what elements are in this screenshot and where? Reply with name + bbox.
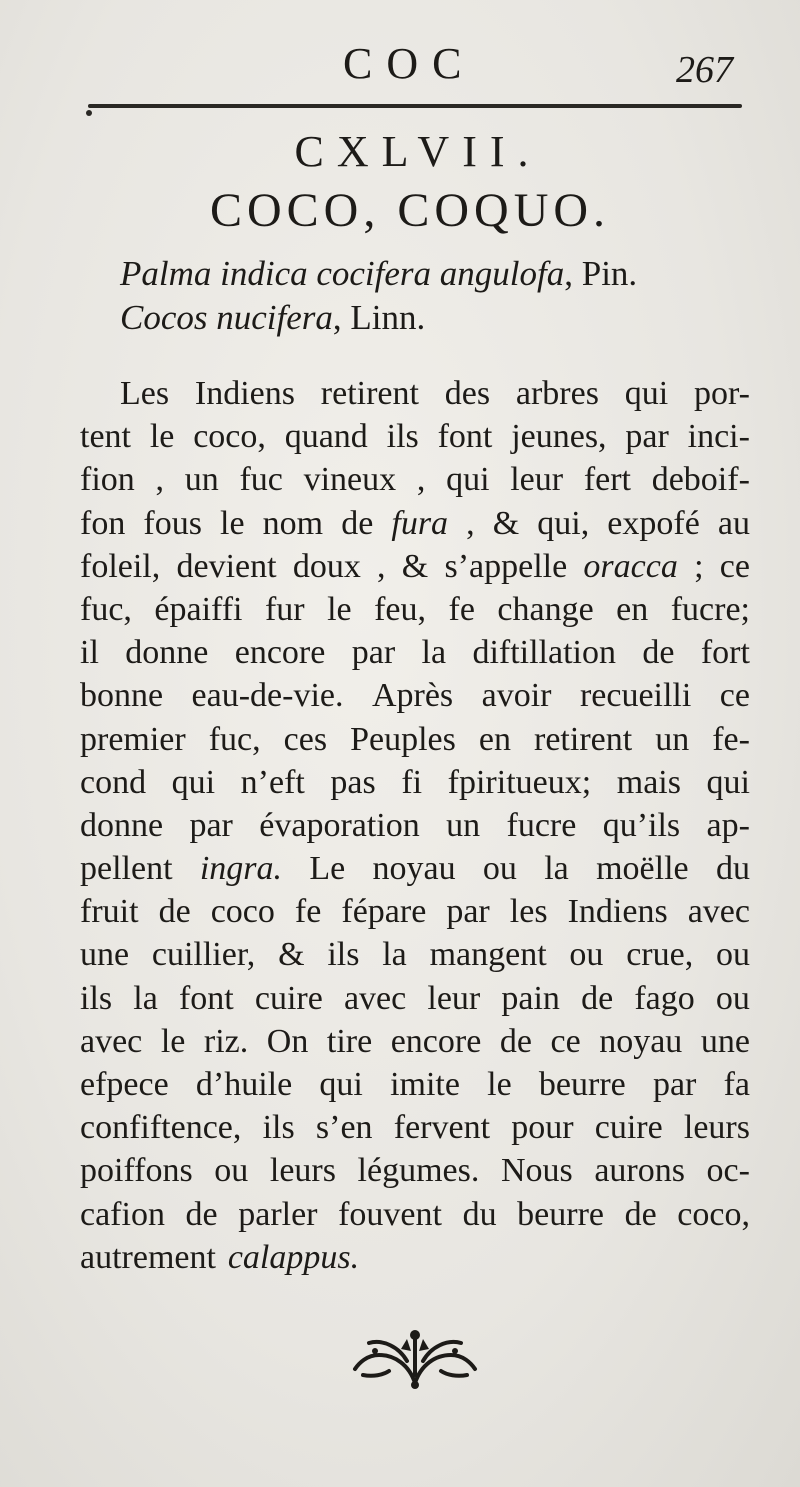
word: par: [625, 418, 669, 456]
word: qu’ils: [602, 806, 681, 844]
word: expofé: [607, 504, 700, 542]
word: qui: [171, 763, 216, 801]
word: premier: [80, 720, 186, 758]
synonym-name: Palma indica cocifera angulofa: [120, 254, 565, 293]
synonym-line: [120, 254, 637, 294]
word: fucre: [506, 806, 577, 844]
word: cuillier,: [151, 936, 256, 974]
word: ,: [416, 461, 426, 499]
word: la: [382, 936, 407, 974]
text-line: [80, 847, 750, 890]
word: por-: [693, 375, 750, 412]
word: tire: [326, 1022, 373, 1060]
word: une: [700, 1022, 750, 1060]
word: ou: [482, 850, 517, 888]
word: tent: [80, 418, 131, 456]
word: des: [444, 375, 491, 412]
word: bonne: [80, 677, 164, 715]
word: coco,: [193, 418, 266, 456]
word: en: [478, 720, 511, 758]
word: On: [266, 1022, 309, 1060]
word: ou: [569, 936, 604, 974]
text-line: [80, 1063, 750, 1106]
word: leur: [427, 979, 481, 1017]
text-line: [80, 761, 750, 804]
text-line: [80, 1149, 750, 1192]
word: ,: [377, 547, 386, 585]
entry-title: COCO, COQUO.: [209, 184, 611, 237]
word: par: [652, 1066, 697, 1103]
word: fpiritueux;: [447, 763, 592, 801]
word: ils: [80, 979, 113, 1017]
word: leurs: [269, 1152, 336, 1190]
word: Après: [371, 677, 454, 715]
word: ou: [715, 979, 750, 1017]
synonym-line: [120, 298, 425, 338]
word: Les: [120, 375, 170, 412]
word: une: [80, 936, 130, 974]
word: fe: [294, 893, 322, 931]
text-line: [80, 804, 750, 847]
header-rule: [88, 104, 742, 108]
text-line: [80, 415, 750, 458]
text-line: [80, 977, 750, 1020]
word: ;: [694, 547, 704, 585]
word: crue,: [626, 936, 694, 974]
word: ce: [719, 677, 750, 715]
word: encore: [234, 634, 326, 672]
word: un: [446, 806, 481, 844]
word: s’en: [315, 1109, 373, 1147]
italic-word: calappus.: [227, 1238, 360, 1276]
word: avec: [343, 979, 407, 1017]
word: oc-: [706, 1152, 750, 1190]
word: fucre;: [670, 590, 750, 628]
word: en: [616, 590, 649, 628]
word: beurre: [538, 1066, 626, 1103]
word: confiftence,: [80, 1109, 242, 1147]
word: mangent: [429, 936, 547, 974]
word: Indiens: [567, 893, 668, 931]
word: par: [446, 893, 490, 931]
text-line: [80, 502, 750, 545]
italic-word: ingra.: [199, 850, 283, 888]
word: vineux: [303, 461, 397, 499]
word: foleil,: [80, 547, 161, 585]
word: Indiens: [194, 375, 295, 412]
word: Peuples: [350, 720, 456, 758]
word: nom: [262, 504, 324, 542]
word: leurs: [683, 1109, 750, 1147]
word: fuc: [239, 461, 283, 499]
word: fuc,: [208, 720, 261, 758]
word: imite: [390, 1066, 460, 1103]
word: poiffons: [80, 1152, 193, 1190]
word: de: [642, 634, 675, 672]
word: le: [487, 1066, 512, 1103]
italic-word: oracca: [583, 547, 678, 585]
word: évaporation: [259, 806, 420, 844]
word: fe: [448, 590, 475, 628]
word: &: [278, 936, 305, 974]
word: d’huile: [195, 1066, 293, 1103]
text-line: [80, 545, 750, 588]
word: de: [581, 979, 614, 1017]
word: fuc,: [80, 590, 132, 628]
word: coco: [210, 893, 275, 931]
fleuron-ornament-icon: [349, 1325, 481, 1389]
word: par: [189, 806, 233, 844]
word: ap-: [706, 806, 750, 844]
word: arbres: [515, 375, 599, 412]
word: cuire: [254, 979, 323, 1017]
word: s’appelle: [444, 547, 568, 585]
word: la: [544, 850, 569, 888]
word: pour: [511, 1109, 574, 1147]
word: fépare: [341, 893, 427, 931]
word: le: [160, 1022, 186, 1060]
word: avec: [687, 893, 750, 931]
synonym-name: Cocos nucifera: [120, 298, 333, 337]
word: fervent: [393, 1109, 491, 1147]
word: de: [341, 504, 374, 542]
word: inci-: [687, 418, 750, 456]
text-line: [80, 718, 750, 761]
word: ce: [719, 547, 750, 585]
word: qui: [624, 375, 669, 412]
word: la: [421, 634, 447, 672]
word: un: [655, 720, 690, 758]
word: pellent: [80, 850, 173, 888]
word: du: [715, 850, 750, 888]
word: légumes.: [357, 1152, 480, 1190]
word: doux: [292, 547, 361, 585]
word: noyau: [372, 850, 456, 888]
word: fi: [401, 763, 423, 801]
word: Nous: [500, 1152, 573, 1190]
text-line: [80, 631, 750, 674]
word: jeunes,: [511, 418, 607, 456]
text-line: [80, 372, 750, 415]
word: le: [149, 418, 175, 456]
word: ce: [550, 1022, 581, 1060]
word: fort: [700, 634, 750, 672]
word: font: [437, 418, 493, 456]
word: &: [492, 504, 520, 542]
word: épaiffi: [154, 590, 243, 628]
word: les: [509, 893, 548, 931]
word: donne: [125, 634, 209, 672]
word: avec: [80, 1022, 143, 1060]
word: devient: [176, 547, 277, 585]
word: pain: [501, 979, 560, 1017]
text-line: [80, 890, 750, 933]
word: fouvent: [338, 1195, 442, 1233]
word: le: [327, 590, 352, 628]
word: de: [499, 1022, 532, 1060]
text-line: [80, 1106, 750, 1149]
word: fruit: [80, 893, 139, 931]
word: n’eft: [240, 763, 305, 801]
word: retirent: [320, 375, 419, 412]
word: eau-de-vie.: [191, 677, 344, 715]
text-line: [80, 933, 750, 976]
word: mais: [616, 763, 681, 801]
word: Le: [309, 850, 346, 888]
word: coco,: [677, 1195, 750, 1233]
word: du: [462, 1195, 497, 1233]
word: ils: [327, 936, 360, 974]
word: avoir: [481, 677, 552, 715]
word: au: [717, 504, 750, 542]
word: quand: [284, 418, 368, 456]
synonym-author: , Pin.: [564, 254, 638, 293]
word: il: [80, 634, 99, 672]
text-line: [80, 1193, 750, 1236]
word: deboif-: [651, 461, 750, 499]
running-head: [0, 34, 800, 94]
word: fion: [80, 461, 135, 499]
word: moëlle: [596, 850, 689, 888]
word: noyau: [599, 1022, 683, 1060]
word: fa: [723, 1066, 750, 1103]
text-line: [80, 588, 750, 631]
word: beurre: [517, 1195, 604, 1233]
word: cafion: [80, 1195, 165, 1233]
word-gap: [216, 1236, 228, 1279]
word: fur: [264, 590, 305, 628]
word: retirent: [534, 720, 633, 758]
word: aurons: [594, 1152, 685, 1190]
word: par: [351, 634, 396, 672]
word: ,: [466, 504, 475, 542]
word: fon: [80, 504, 126, 542]
page-number: 267: [676, 49, 733, 91]
word: parler: [238, 1195, 318, 1233]
word: riz.: [203, 1022, 249, 1060]
word: de: [624, 1195, 657, 1233]
word: qui: [319, 1066, 363, 1103]
word: feu,: [374, 590, 427, 628]
word: recueilli: [579, 677, 692, 715]
word: de: [185, 1195, 218, 1233]
word: pas: [330, 763, 376, 801]
word: ces: [283, 720, 328, 758]
word: un: [184, 461, 219, 499]
word: ,: [155, 461, 164, 499]
word: font: [178, 979, 234, 1017]
word: qui,: [537, 504, 590, 542]
word: change: [497, 590, 594, 628]
word: autrement: [80, 1238, 216, 1276]
text-line: [80, 1236, 750, 1279]
word: fe-: [712, 720, 750, 758]
entry-body-text: [80, 372, 750, 1279]
text-line: [80, 458, 750, 501]
word: ils: [386, 418, 419, 456]
word: la: [133, 979, 158, 1017]
word: qui: [706, 763, 750, 801]
word: fert: [583, 461, 631, 499]
word: ou: [214, 1152, 249, 1190]
italic-word: fura: [391, 504, 449, 542]
word: efpece: [80, 1066, 169, 1103]
word: diftillation: [472, 634, 616, 672]
text-line: [80, 674, 750, 717]
word: donne: [80, 806, 164, 844]
running-head-word: COC: [343, 39, 476, 88]
word: ou: [716, 936, 750, 974]
word: cuire: [594, 1109, 663, 1147]
word: qui: [446, 461, 490, 499]
word: ils: [262, 1109, 295, 1147]
word: fago: [634, 979, 695, 1017]
text-line: [80, 1020, 750, 1063]
synonym-author: , Linn.: [332, 298, 426, 337]
word: &: [401, 547, 429, 585]
word: fous: [143, 504, 202, 542]
word: encore: [390, 1022, 482, 1060]
word: de: [158, 893, 191, 931]
word: le: [220, 504, 245, 542]
entry-numeral: CXLVII.: [294, 127, 542, 176]
word: leur: [510, 461, 564, 499]
word: cond: [80, 763, 147, 801]
